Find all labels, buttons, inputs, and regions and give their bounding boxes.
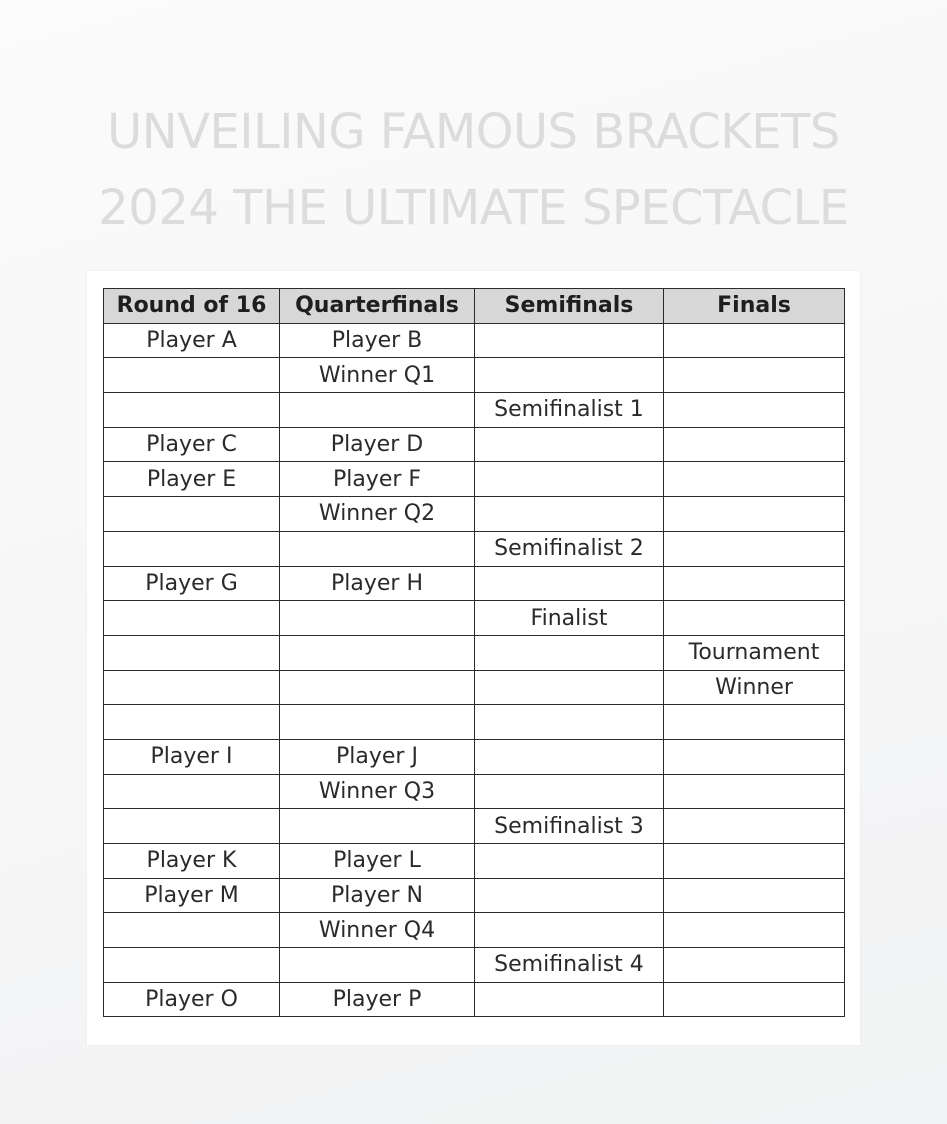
quarterfinals-cell: Winner Q3 xyxy=(280,774,475,809)
table-row xyxy=(104,705,845,740)
quarterfinals-cell xyxy=(280,670,475,705)
finals-cell xyxy=(664,705,845,740)
table-row xyxy=(104,358,845,393)
table-row xyxy=(104,670,845,705)
header-semifinals: Semifinals xyxy=(475,289,664,324)
finals-cell xyxy=(664,427,845,462)
semifinals-cell xyxy=(475,913,664,948)
round-of-16-cell xyxy=(104,635,280,670)
semifinals-cell: Finalist xyxy=(475,601,664,636)
finals-cell xyxy=(664,566,845,601)
finals-cell xyxy=(664,323,845,358)
table-row xyxy=(104,844,845,879)
semifinals-cell: Semifinalist 2 xyxy=(475,531,664,566)
quarterfinals-cell: Winner Q2 xyxy=(280,497,475,532)
quarterfinals-cell xyxy=(280,705,475,740)
page-title xyxy=(0,94,947,246)
finals-cell xyxy=(664,531,845,566)
finals-cell xyxy=(664,601,845,636)
quarterfinals-cell xyxy=(280,635,475,670)
table-row xyxy=(104,913,845,948)
title-line-2: 2024 THE ULTIMATE SPECTACLE xyxy=(98,180,849,236)
table-row xyxy=(104,739,845,774)
quarterfinals-cell: Player F xyxy=(280,462,475,497)
finals-cell xyxy=(664,739,845,774)
semifinals-cell: Semifinalist 1 xyxy=(475,393,664,428)
quarterfinals-cell: Winner Q4 xyxy=(280,913,475,948)
semifinals-cell xyxy=(475,635,664,670)
finals-cell xyxy=(664,844,845,879)
semifinals-cell xyxy=(475,878,664,913)
header-round-of-16: Round of 16 xyxy=(104,289,280,324)
quarterfinals-cell: Player P xyxy=(280,982,475,1017)
quarterfinals-cell: Player L xyxy=(280,844,475,879)
round-of-16-cell: Player C xyxy=(104,427,280,462)
semifinals-cell xyxy=(475,705,664,740)
semifinals-cell xyxy=(475,739,664,774)
header-finals: Finals xyxy=(664,289,845,324)
finals-cell xyxy=(664,497,845,532)
table-row xyxy=(104,427,845,462)
round-of-16-cell: Player O xyxy=(104,982,280,1017)
finals-cell xyxy=(664,462,845,497)
semifinals-cell xyxy=(475,427,664,462)
quarterfinals-cell: Player B xyxy=(280,323,475,358)
round-of-16-cell xyxy=(104,913,280,948)
semifinals-cell xyxy=(475,774,664,809)
quarterfinals-cell xyxy=(280,531,475,566)
round-of-16-cell: Player M xyxy=(104,878,280,913)
table-row xyxy=(104,809,845,844)
round-of-16-cell xyxy=(104,809,280,844)
table-row xyxy=(104,531,845,566)
finals-cell xyxy=(664,809,845,844)
quarterfinals-cell: Winner Q1 xyxy=(280,358,475,393)
semifinals-cell xyxy=(475,358,664,393)
quarterfinals-cell xyxy=(280,601,475,636)
round-of-16-cell: Player E xyxy=(104,462,280,497)
finals-cell xyxy=(664,774,845,809)
semifinals-cell xyxy=(475,497,664,532)
finals-cell xyxy=(664,913,845,948)
title-line-1: UNVEILING FAMOUS BRACKETS xyxy=(107,104,840,160)
bracket-table xyxy=(103,288,845,1017)
quarterfinals-cell: Player J xyxy=(280,739,475,774)
quarterfinals-cell: Player H xyxy=(280,566,475,601)
table-row xyxy=(104,635,845,670)
table-row xyxy=(104,462,845,497)
table-row xyxy=(104,393,845,428)
finals-cell xyxy=(664,878,845,913)
finals-cell xyxy=(664,948,845,983)
semifinals-cell xyxy=(475,323,664,358)
semifinals-cell: Semifinalist 3 xyxy=(475,809,664,844)
table-row xyxy=(104,774,845,809)
round-of-16-cell xyxy=(104,948,280,983)
round-of-16-cell xyxy=(104,531,280,566)
table-row xyxy=(104,948,845,983)
table-row xyxy=(104,601,845,636)
round-of-16-cell xyxy=(104,393,280,428)
round-of-16-cell: Player A xyxy=(104,323,280,358)
round-of-16-cell: Player K xyxy=(104,844,280,879)
quarterfinals-cell xyxy=(280,393,475,428)
table-row xyxy=(104,878,845,913)
round-of-16-cell xyxy=(104,774,280,809)
quarterfinals-cell xyxy=(280,809,475,844)
table-row xyxy=(104,497,845,532)
finals-cell xyxy=(664,982,845,1017)
round-of-16-cell xyxy=(104,670,280,705)
semifinals-cell xyxy=(475,670,664,705)
table-row xyxy=(104,323,845,358)
quarterfinals-cell xyxy=(280,948,475,983)
round-of-16-cell: Player G xyxy=(104,566,280,601)
quarterfinals-cell: Player N xyxy=(280,878,475,913)
semifinals-cell xyxy=(475,982,664,1017)
round-of-16-cell: Player I xyxy=(104,739,280,774)
bracket-body xyxy=(104,323,845,1017)
bracket-card xyxy=(87,271,860,1045)
quarterfinals-cell: Player D xyxy=(280,427,475,462)
table-row xyxy=(104,982,845,1017)
semifinals-cell xyxy=(475,566,664,601)
finals-cell: Tournament xyxy=(664,635,845,670)
header-quarterfinals: Quarterfinals xyxy=(280,289,475,324)
round-of-16-cell xyxy=(104,497,280,532)
round-of-16-cell xyxy=(104,358,280,393)
finals-cell xyxy=(664,393,845,428)
finals-cell xyxy=(664,358,845,393)
semifinals-cell: Semifinalist 4 xyxy=(475,948,664,983)
header-row xyxy=(104,289,845,324)
table-row xyxy=(104,566,845,601)
semifinals-cell xyxy=(475,844,664,879)
round-of-16-cell xyxy=(104,705,280,740)
finals-cell: Winner xyxy=(664,670,845,705)
round-of-16-cell xyxy=(104,601,280,636)
semifinals-cell xyxy=(475,462,664,497)
